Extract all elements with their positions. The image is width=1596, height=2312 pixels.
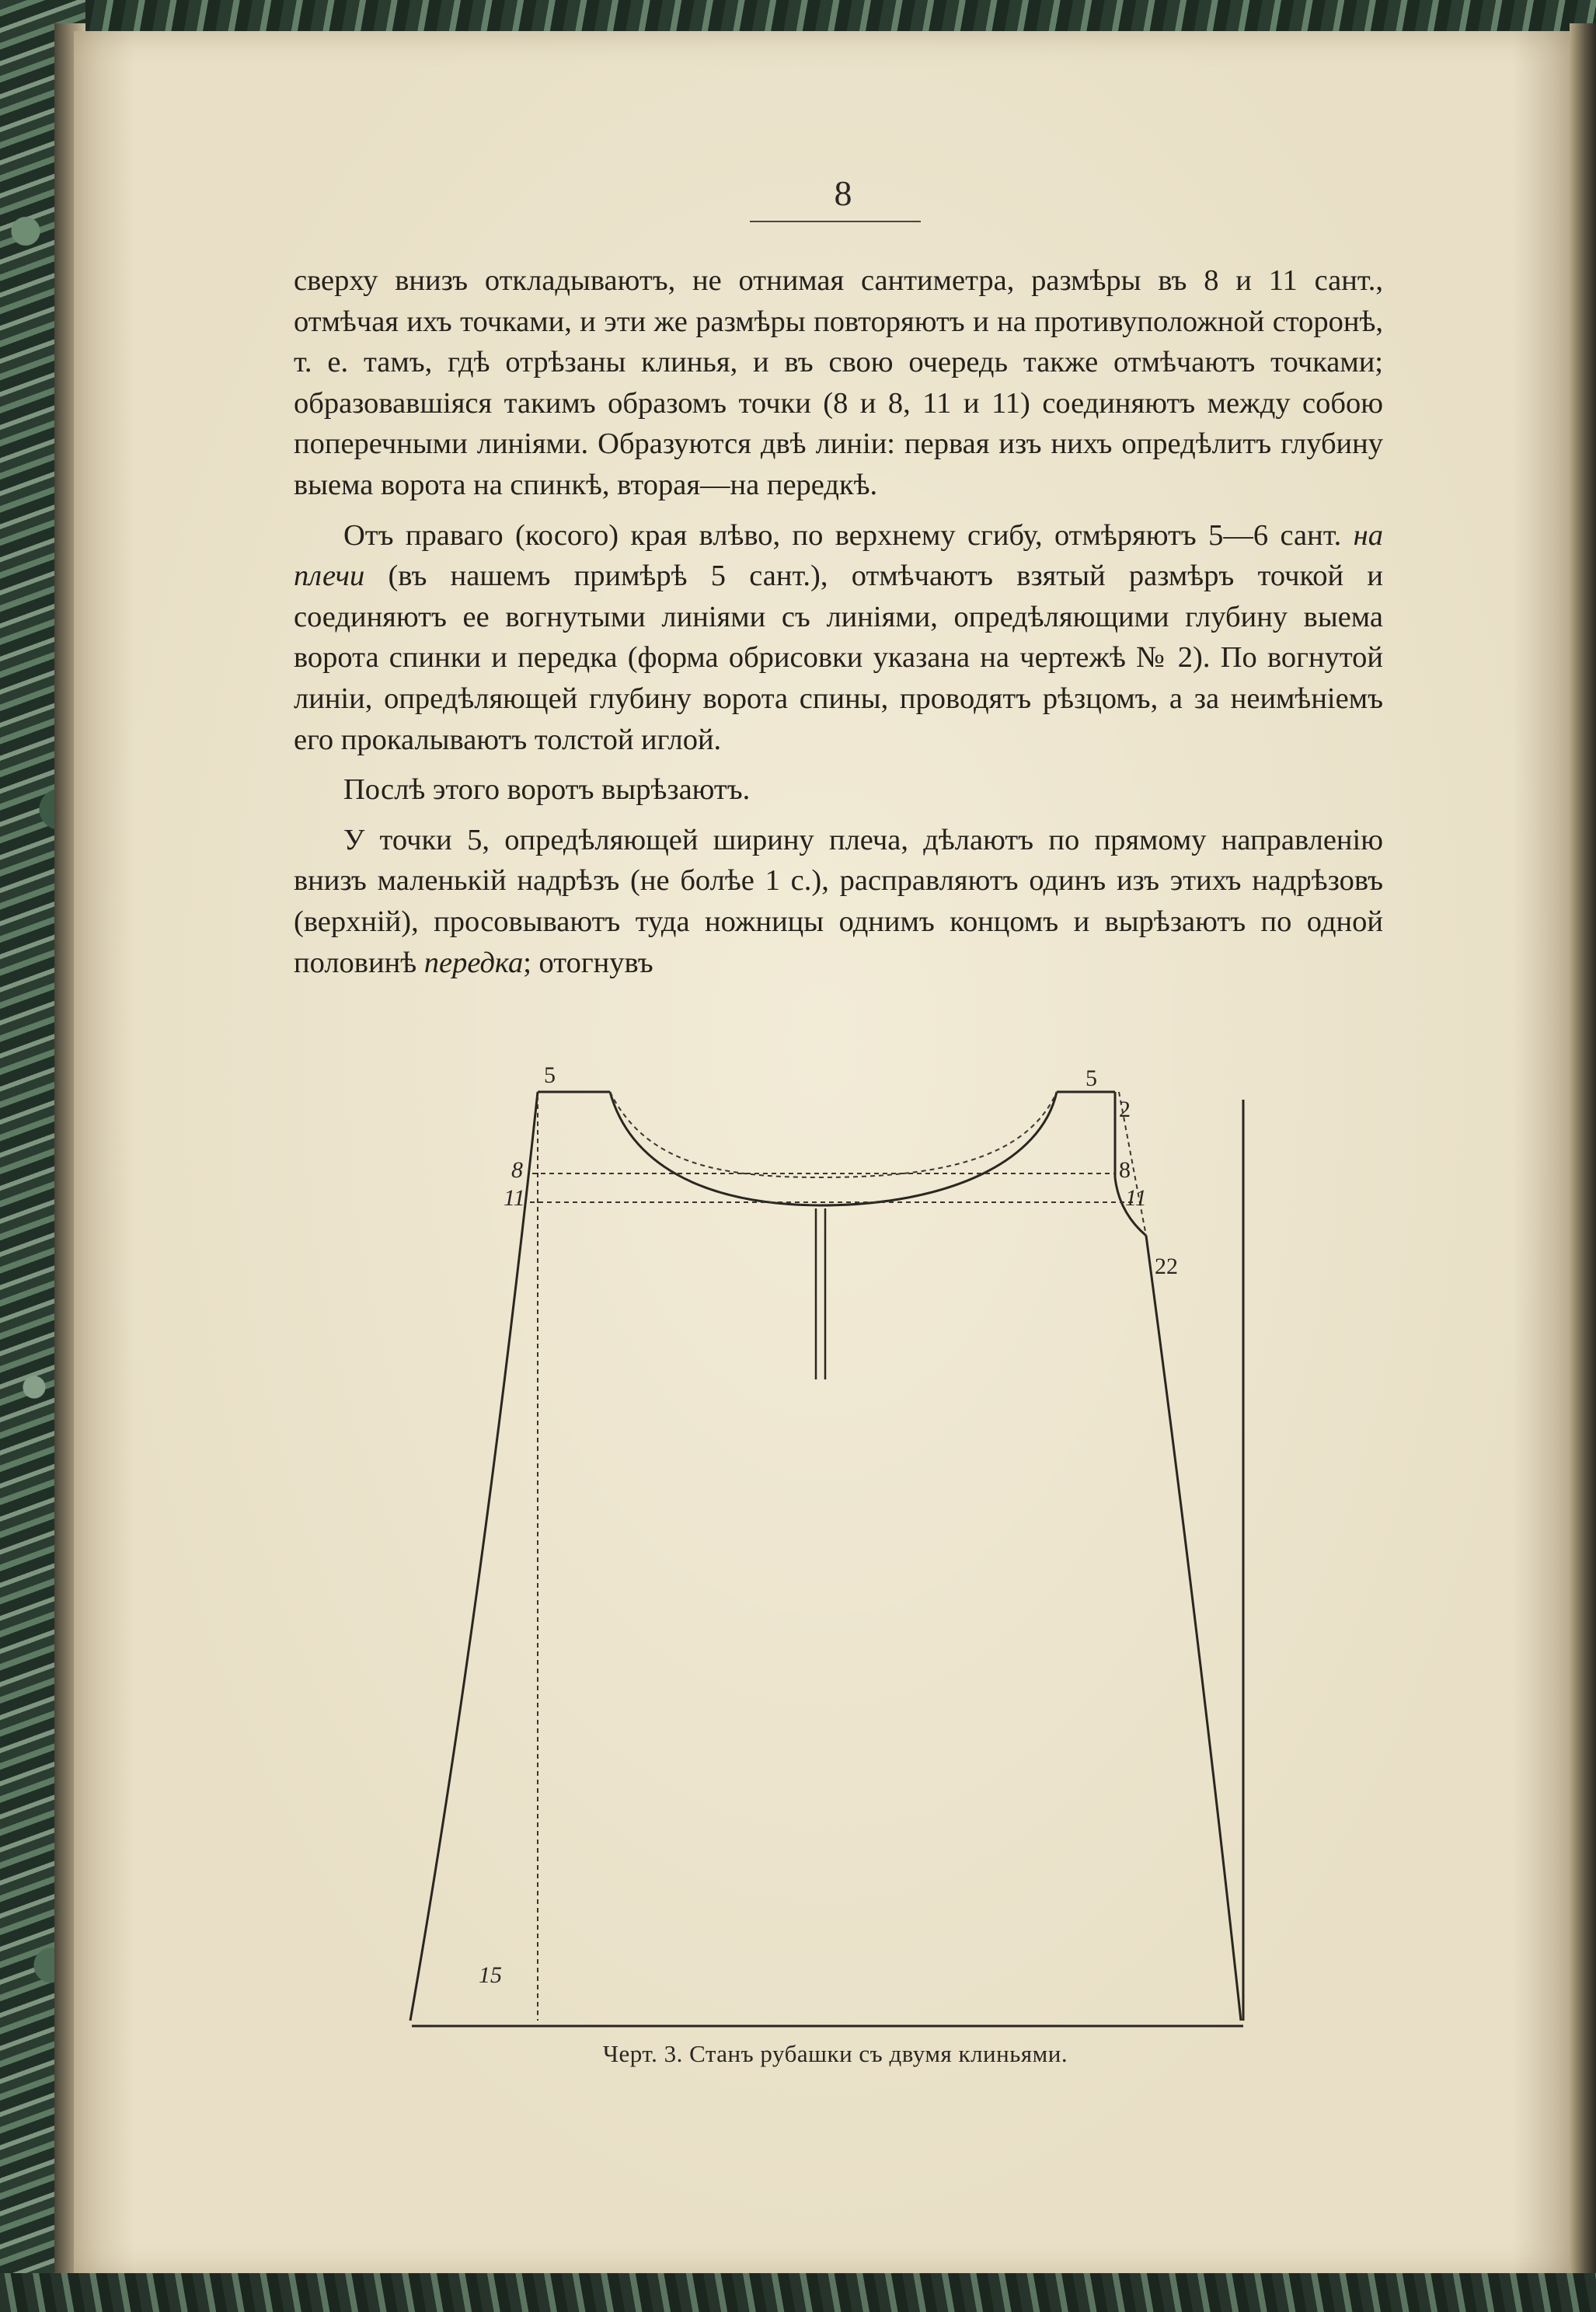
label-8-left: 8 <box>511 1157 523 1183</box>
label-11-left: 11 <box>504 1185 525 1211</box>
shirt-pattern-diagram <box>389 1069 1282 2040</box>
paragraph-1: сверху внизъ откладываютъ, не отнимая сантиметра, размѣры въ 8 и 11 сант., отмѣчая ихъ точками, и эти же размѣры повторяютъ и на противуположной сторонѣ, т. е. тамъ, гдѣ отрѣзаны клинья, и въ свою очередь также отмѣчаютъ точками; образовавшіяся такимъ образомъ точки (8 и 8, 11 и 11) соединяютъ между собою поперечными линіями. Образуются двѣ линіи: первая изъ нихъ опредѣлитъ глубину выема ворота на спинкѣ, вторая—на передкѣ. <box>294 264 1383 501</box>
paragraph-2-part-b: (въ нашемъ примѣрѣ 5 сант.), отмѣчаютъ взятый размѣръ точкой и соединяютъ ее вогнутыми линіями съ линіями, опредѣляющими глубину выема ворота спинки и передка (форма обрисовки указана на чертежѣ № 2). По вогнутой линіи, опредѣляющей глубину ворота спины, проводятъ рѣзцомъ, а за неимѣніемъ его прокалываютъ толстой иглой. <box>294 560 1383 756</box>
label-22-right: 22 <box>1155 1254 1178 1279</box>
label-5-left: 5 <box>544 1062 556 1088</box>
body-text <box>294 260 1383 983</box>
label-11-right: 11 <box>1125 1185 1147 1211</box>
label-15-bottom-left: 15 <box>479 1962 502 1988</box>
neckline-curve <box>610 1092 1057 1205</box>
figure-caption: Черт. 3. Станъ рубашки съ двумя клиньями. <box>602 2040 1068 2067</box>
paragraph-4-emphasis: передка <box>423 946 524 979</box>
label-5-right: 5 <box>1085 1065 1097 1091</box>
pattern-drawing <box>389 1062 1282 2040</box>
left-side-line <box>410 1092 538 2021</box>
label-2-right: 2 <box>1119 1097 1131 1122</box>
paragraph-2-emphasis: на плечи <box>294 518 1383 593</box>
paragraph-4 <box>294 820 1383 983</box>
book-cover-bottom <box>0 2273 1596 2312</box>
page-number: 8 <box>834 173 852 213</box>
book-cover-top <box>0 0 1596 35</box>
page-number-rule <box>750 221 921 222</box>
label-8-right: 8 <box>1119 1157 1131 1183</box>
paragraph-3: Послѣ этого воротъ вырѣзаютъ. <box>343 773 751 807</box>
paragraph-2 <box>294 515 1383 761</box>
right-side-line <box>1146 1236 1241 2021</box>
page-right-edge <box>1570 23 1596 2285</box>
paragraph-2-part-a: Отъ праваго (косого) края влѣво, по верхнему сгибу, отмѣряютъ 5—6 сант. <box>343 518 1354 552</box>
neckline-dashed-guide <box>610 1092 1057 1177</box>
paragraph-4-part-b: ; отогнувъ <box>523 946 653 979</box>
paragraph-4-part-a: У точки 5, опредѣляющей ширину плеча, дѣлаютъ по прямому направленію внизъ маленькій надрѣзъ (не болѣе 1 с.), расправляютъ одинъ изъ этихъ надрѣзовъ (верхній), просовываютъ туда ножницы однимъ концомъ и вырѣзаютъ по одной половинѣ <box>294 823 1383 979</box>
front-slit-line <box>816 1208 825 1379</box>
